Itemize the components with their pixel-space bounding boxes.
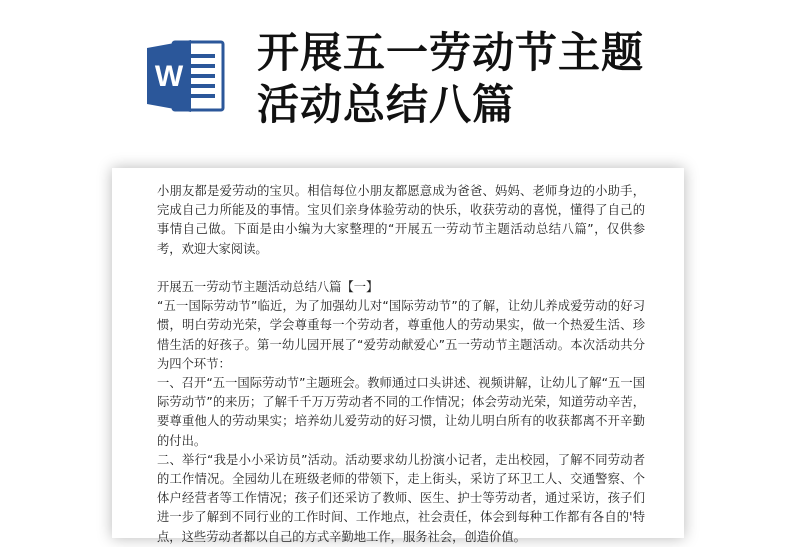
paragraph-spacer — [157, 259, 645, 278]
body-paragraph-3: 二、举行“我是小小采访员”活动。活动要求幼儿扮演小记者，走出校园，了解不同劳动者的工作情况。全园幼儿在班级老师的带领下，走上街头，采访了环卫工人、交通警察、个体户经营者等工作情况；孩子们还采访了教师、医生、护士等劳动者，通过采访，孩子们进一步了解到不同行业的工作时间、工作地点，社会责任，体会到每种工作都有各自的'特点，这些劳动者都以自己的方式辛勤地工作，服务社会，创造价值。 — [157, 452, 645, 544]
body-paragraph-2: 一、召开“五一国际劳动节”主题班会。教师通过口头讲述、视频讲解，让幼儿了解“五一国际劳动节”的来历；了解千千万万劳动者不同的工作情况；体会劳动光荣，知道劳动辛苦，要尊重他人的劳动果实；培养幼儿爱劳动的好习惯，让幼儿明白所有的收获都离不开辛勤的付出。 — [157, 376, 645, 448]
section-heading: 开展五一劳动节主题活动总结八篇【一】 — [157, 280, 379, 294]
body-paragraph-1: “五一国际劳动节”临近，为了加强幼儿对“国际劳动节”的了解，让幼儿养成爱劳动的好习惯，明白劳动光荣，学会尊重每一个劳动者，尊重他人的劳动果实，做一个热爱生活、珍惜生活的好孩子。第一幼儿园开展了“爱劳动献爱心”五一劳动节主题活动。本次活动共分为四个环节： — [157, 299, 645, 371]
title-line-2: 活动总结八篇 — [257, 80, 516, 129]
title-line-1: 开展五一劳动节主题 — [257, 28, 645, 77]
page-title — [257, 27, 777, 131]
document-body — [157, 182, 645, 547]
header-banner — [0, 0, 800, 150]
word-document-icon — [143, 34, 227, 118]
intro-paragraph: 小朋友都是爱劳动的宝贝。相信每位小朋友都愿意成为爸爸、妈妈、老师身边的小助手，完成自己力所能及的事情。宝贝们亲身体验劳动的快乐，收获劳动的喜悦，懂得了自己的事情自己做。下面是由小编为大家整理的“开展五一劳动节主题活动总结八篇”，仅供参考，欢迎大家阅读。 — [157, 184, 645, 256]
word-icon-letter: W — [154, 60, 184, 93]
